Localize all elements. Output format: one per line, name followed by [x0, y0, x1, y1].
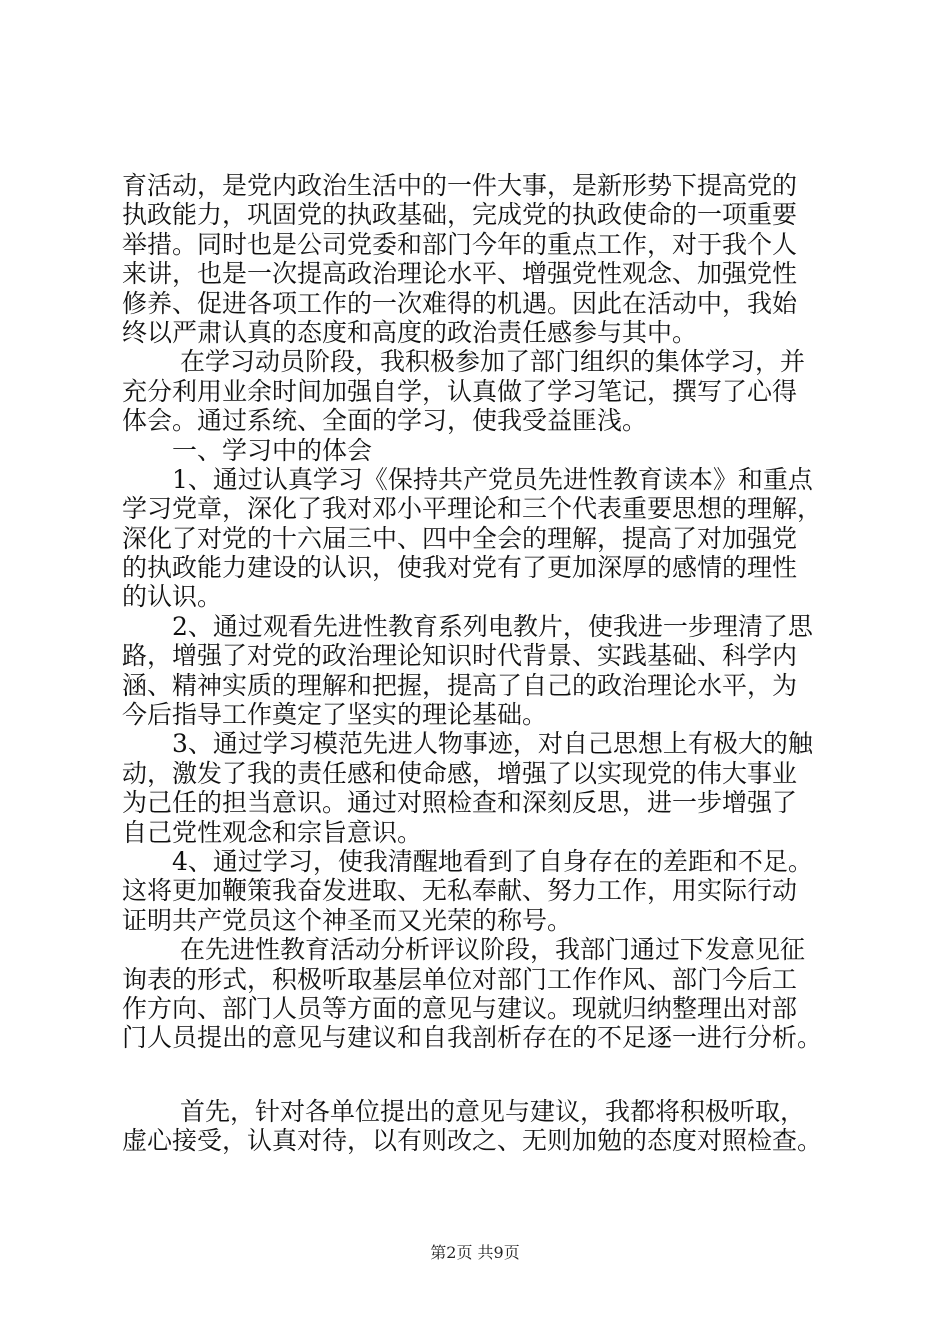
text-line: 修养、促进各项工作的一次难得的机遇。因此在活动中，我始	[122, 288, 798, 318]
text-line: 3、通过学习模范先进人物事迹，对自己思想上有极大的触	[172, 729, 813, 759]
paragraph-4	[122, 1097, 852, 1156]
list-item-2	[122, 612, 852, 730]
text-line: 充分利用业余时间加强自学，认真做了学习笔记，撰写了心得	[122, 376, 798, 406]
list-item-4	[122, 847, 852, 935]
text-line: 证明共产党员这个神圣而又光荣的称号。	[122, 905, 573, 935]
paragraph-gap	[122, 1053, 852, 1097]
paragraph-2	[122, 347, 852, 435]
text-line: 1、通过认真学习《保持共产党员先进性教育读本》和重点	[172, 464, 813, 494]
text-line: 首先，针对各单位提出的意见与建议，我都将积极听取，	[180, 1096, 806, 1126]
text-line: 在先进性教育活动分析评议阶段，我部门通过下发意见征	[180, 935, 806, 965]
paragraph-1	[122, 171, 852, 347]
text-line: 的执政能力建设的认识，使我对党有了更加深厚的感情的理性	[122, 553, 798, 583]
text-line: 涵、精神实质的理解和把握，提高了自己的政治理论水平，为	[122, 670, 798, 700]
text-line: 作方向、部门人员等方面的意见与建议。现就归纳整理出对部	[122, 993, 798, 1023]
text-line: 自己党性观念和宗旨意识。	[122, 817, 423, 847]
text-line: 虚心接受，认真对待，以有则改之、无则加勉的态度对照检查。	[122, 1126, 823, 1156]
text-line: 询表的形式，积极听取基层单位对部门工作作风、部门今后工	[122, 964, 798, 994]
text-line: 为己任的担当意识。通过对照检查和深刻反思，进一步增强了	[122, 788, 798, 818]
text-line: 这将更加鞭策我奋发进取、无私奉献、努力工作，用实际行动	[122, 876, 798, 906]
text-line: 的认识。	[122, 582, 223, 612]
page-number-footer: 第2页 共9页	[430, 1243, 520, 1262]
text-line: 来讲，也是一次提高政治理论水平、增强党性观念、加强党性	[122, 259, 798, 289]
list-item-3	[122, 729, 852, 847]
section-heading	[122, 436, 852, 465]
text-line: 门人员提出的意见与建议和自我剖析存在的不足逐一进行分析。	[122, 1023, 823, 1053]
document-body	[122, 171, 852, 1156]
text-line: 路，增强了对党的政治理论知识时代背景、实践基础、科学内	[122, 641, 798, 671]
text-line: 终以严肃认真的态度和高度的政治责任感参与其中。	[122, 317, 698, 347]
text-line: 动，激发了我的责任感和使命感，增强了以实现党的伟大事业	[122, 758, 798, 788]
heading-line: 一、学习中的体会	[172, 435, 373, 465]
text-line: 在学习动员阶段，我积极参加了部门组织的集体学习，并	[180, 347, 806, 377]
text-line: 今后指导工作奠定了坚实的理论基础。	[122, 700, 548, 730]
text-line: 深化了对党的十六届三中、四中全会的理解，提高了对加强党	[122, 523, 798, 553]
text-line: 学习党章，深化了我对邓小平理论和三个代表重要思想的理解，	[122, 494, 823, 524]
text-line: 育活动，是党内政治生活中的一件大事，是新形势下提高党的	[122, 171, 798, 200]
text-line: 举措。同时也是公司党委和部门今年的重点工作，对于我个人	[122, 229, 798, 259]
text-line: 2、通过观看先进性教育系列电教片，使我进一步理清了思	[172, 611, 813, 641]
text-line: 执政能力，巩固党的执政基础，完成党的执政使命的一项重要	[122, 200, 798, 230]
paragraph-3	[122, 935, 852, 1053]
text-line: 体会。通过系统、全面的学习，使我受益匪浅。	[122, 406, 648, 436]
list-item-1	[122, 465, 852, 612]
text-line: 4、通过学习，使我清醒地看到了自身存在的差距和不足。	[172, 846, 813, 876]
